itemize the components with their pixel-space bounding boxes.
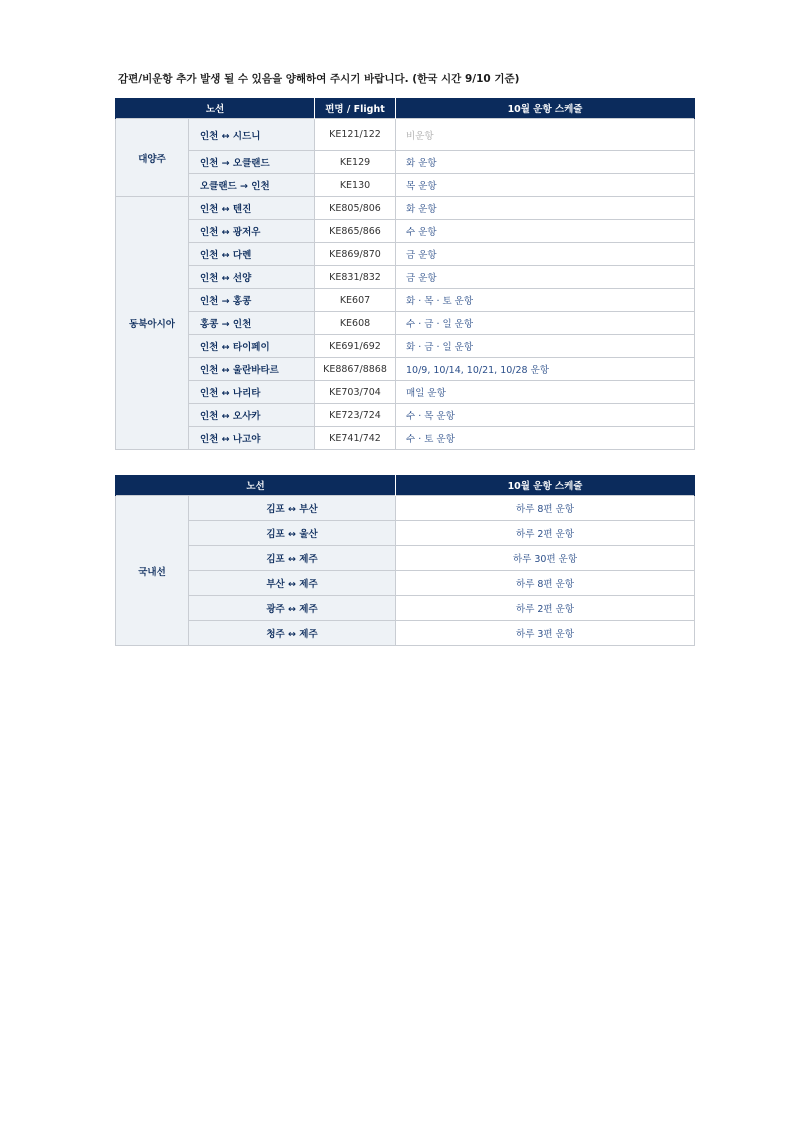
route-cell: 인천 ↔ 오사카 (189, 404, 315, 427)
schedule-cell: 금 운항 (396, 243, 695, 266)
schedule-cell: 10/9, 10/14, 10/21, 10/28 운항 (396, 358, 695, 381)
table-header-row (116, 98, 695, 119)
schedule-cell: 하루 2편 운항 (396, 521, 695, 546)
header-route: 노선 (116, 98, 315, 119)
schedule-cell: 하루 8편 운항 (396, 571, 695, 596)
table-row (116, 312, 695, 335)
route-cell: 인천 ↔ 다롄 (189, 243, 315, 266)
table-row (116, 404, 695, 427)
route-cell: 인천 ↔ 타이페이 (189, 335, 315, 358)
table-row (116, 496, 695, 521)
schedule-cell: 하루 8편 운항 (396, 496, 695, 521)
table-row (116, 596, 695, 621)
table-row (116, 571, 695, 596)
flight-cell: KE121/122 (315, 119, 396, 151)
route-cell: 김포 ↔ 제주 (189, 546, 396, 571)
notice-text: 감편/비운항 추가 발생 될 수 있음을 양해하여 주시기 바랍니다. (한국 시간 9/10 기준) (118, 73, 520, 85)
table-row (116, 197, 695, 220)
region-northeast-asia: 동북아시아 (116, 197, 189, 450)
schedule-cell: 수 운항 (396, 220, 695, 243)
table-row (116, 546, 695, 571)
domestic-schedule-table (115, 475, 695, 646)
flight-cell: KE805/806 (315, 197, 396, 220)
table-row (116, 521, 695, 546)
table-row (116, 266, 695, 289)
table-row (116, 151, 695, 174)
table-row (116, 335, 695, 358)
schedule-cell: 하루 30편 운항 (396, 546, 695, 571)
route-cell: 인천 ↔ 나리타 (189, 381, 315, 404)
table-row (116, 427, 695, 450)
route-cell: 광주 ↔ 제주 (189, 596, 396, 621)
route-cell: 인천 ↔ 울란바타르 (189, 358, 315, 381)
flight-cell: KE703/704 (315, 381, 396, 404)
schedule-cell: 수 · 금 · 일 운항 (396, 312, 695, 335)
header-schedule: 10월 운항 스케줄 (396, 475, 695, 496)
table-row (116, 289, 695, 312)
route-cell: 부산 ↔ 제주 (189, 571, 396, 596)
international-schedule-table (115, 98, 695, 450)
schedule-cell: 화 운항 (396, 151, 695, 174)
header-route: 노선 (116, 475, 396, 496)
flight-cell: KE865/866 (315, 220, 396, 243)
flight-cell: KE8867/8868 (315, 358, 396, 381)
schedule-cell: 하루 2편 운항 (396, 596, 695, 621)
schedule-cell: 수 · 목 운항 (396, 404, 695, 427)
table-row (116, 119, 695, 151)
table-row (116, 381, 695, 404)
flight-cell: KE869/870 (315, 243, 396, 266)
route-cell: 인천 → 홍콩 (189, 289, 315, 312)
schedule-cell: 비운항 (396, 119, 695, 151)
route-cell: 인천 ↔ 시드니 (189, 119, 315, 151)
flight-cell: KE691/692 (315, 335, 396, 358)
route-cell: 홍콩 → 인천 (189, 312, 315, 335)
flight-cell: KE723/724 (315, 404, 396, 427)
header-flight: 편명 / Flight (315, 98, 396, 119)
region-domestic: 국내선 (116, 496, 189, 646)
table-row (116, 174, 695, 197)
route-cell: 인천 ↔ 선양 (189, 266, 315, 289)
flight-cell: KE741/742 (315, 427, 396, 450)
table-row (116, 358, 695, 381)
route-cell: 인천 → 오클랜드 (189, 151, 315, 174)
route-cell: 오클랜드 → 인천 (189, 174, 315, 197)
schedule-cell: 화 · 목 · 토 운항 (396, 289, 695, 312)
schedule-cell: 목 운항 (396, 174, 695, 197)
schedule-cell: 하루 3편 운항 (396, 621, 695, 646)
flight-cell: KE607 (315, 289, 396, 312)
route-cell: 인천 ↔ 나고야 (189, 427, 315, 450)
table-row (116, 220, 695, 243)
route-cell: 청주 ↔ 제주 (189, 621, 396, 646)
schedule-cell: 화 · 금 · 일 운항 (396, 335, 695, 358)
route-cell: 김포 ↔ 부산 (189, 496, 396, 521)
schedule-cell: 수 · 토 운항 (396, 427, 695, 450)
header-schedule: 10월 운항 스케줄 (396, 98, 695, 119)
route-cell: 인천 ↔ 광저우 (189, 220, 315, 243)
table-header-row (116, 475, 695, 496)
schedule-cell: 금 운항 (396, 266, 695, 289)
flight-cell: KE608 (315, 312, 396, 335)
schedule-cell: 화 운항 (396, 197, 695, 220)
flight-cell: KE831/832 (315, 266, 396, 289)
route-cell: 김포 ↔ 울산 (189, 521, 396, 546)
region-oceania: 대양주 (116, 119, 189, 197)
flight-cell: KE130 (315, 174, 396, 197)
table-row (116, 621, 695, 646)
route-cell: 인천 ↔ 텐진 (189, 197, 315, 220)
flight-cell: KE129 (315, 151, 396, 174)
schedule-cell: 매일 운항 (396, 381, 695, 404)
table-row (116, 243, 695, 266)
